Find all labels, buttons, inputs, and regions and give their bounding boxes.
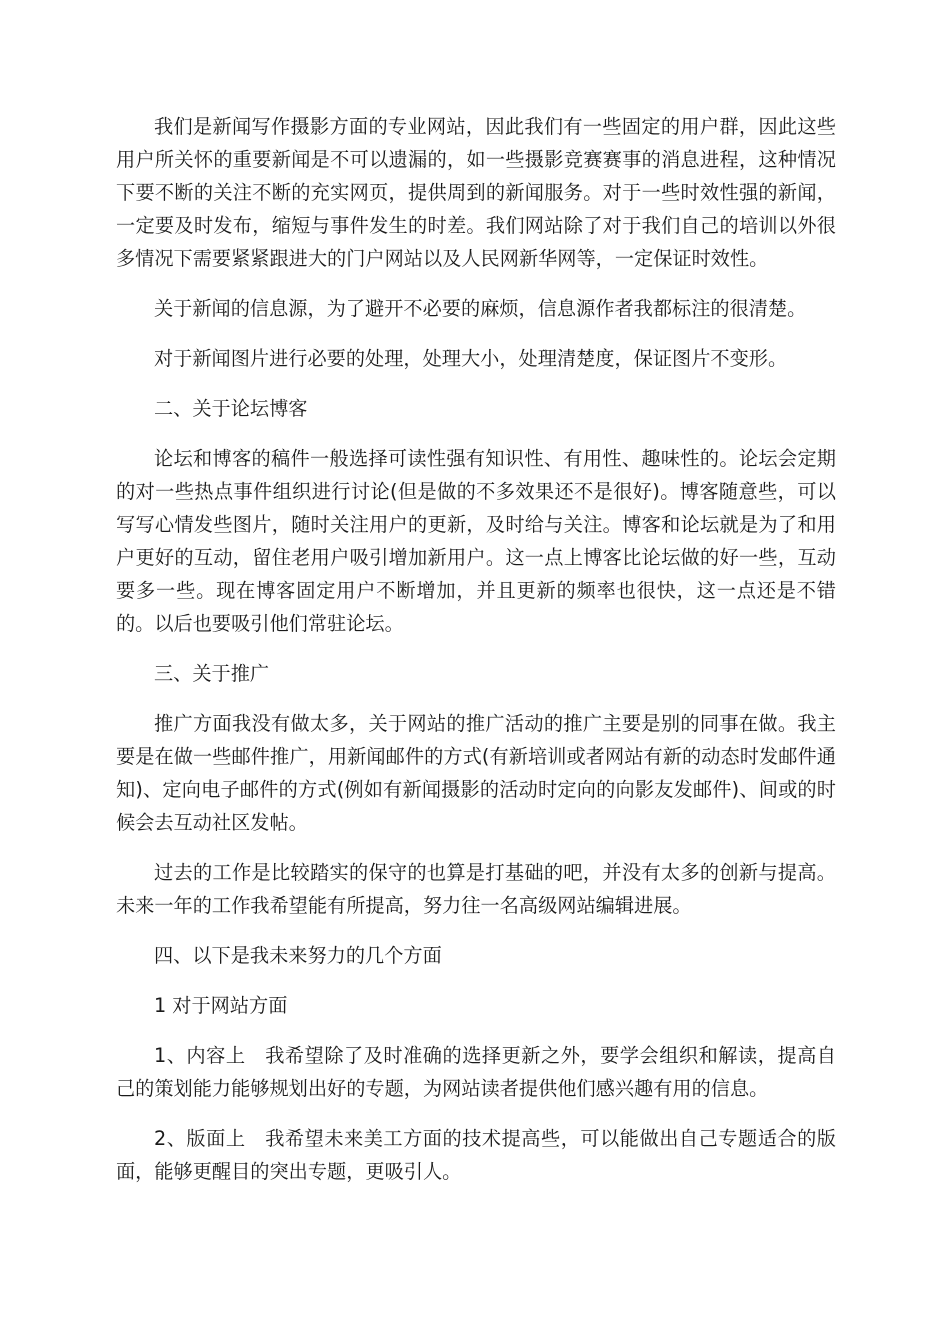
subheading-website: 1 对于网站方面: [154, 994, 288, 1017]
paragraph-forum-blog: 论坛和博客的稿件一般选择可读性强有知识性、有用性、趣味性的。论坛会定期的对一些热点事件组织进行讨论(但是做的不多效果还不是很好)。博客随意些，可以写写心情发些图片，随时关注用户的更新，及时给与关注。博客和论坛就是为了和用户更好的互动，留住老用户吸引增加新用户。这一点上博客比论坛做的好一些，互动要多一些。现在博客固定用户不断增加，并且更新的频率也很快，这一点还是不错的。以后也要吸引他们常驻论坛。: [116, 447, 836, 635]
paragraph-news-images: 对于新闻图片进行必要的处理，处理大小，处理清楚度，保证图片不变形。: [154, 347, 788, 370]
section-heading-forum-blog: 二、关于论坛博客: [154, 397, 308, 420]
section-heading-future-efforts: 四、以下是我未来努力的几个方面: [154, 944, 442, 967]
paragraph-layout-plan: 2、版面上 我希望未来美工方面的技术提高些，可以能做出自己专题适合的版面，能够更醒目的突出专题，更吸引人。: [116, 1127, 836, 1183]
paragraph-content-plan: 1、内容上 我希望除了及时准确的选择更新之外，要学会组织和解读，提高自己的策划能力能够规划出好的专题，为网站读者提供他们感兴趣有用的信息。: [116, 1044, 836, 1100]
paragraph-summary: 过去的工作是比较踏实的保守的也算是打基础的吧，并没有太多的创新与提高。未来一年的工作我希望能有所提高，努力往一名高级网站编辑进展。: [116, 861, 836, 917]
paragraph-promotion: 推广方面我没有做太多，关于网站的推广活动的推广主要是别的同事在做。我主要是在做一些邮件推广，用新闻邮件的方式(有新培训或者网站有新的动态时发邮件通知)、定向电子邮件的方式(例如有新闻摄影的活动时定向的向影友发邮件)、间或的时候会去互动社区发帖。: [116, 712, 836, 834]
paragraph-news-timeliness: 我们是新闻写作摄影方面的专业网站，因此我们有一些固定的用户群，因此这些用户所关怀的重要新闻是不可以遗漏的，如一些摄影竞赛赛事的消息进程，这种情况下要不断的关注不断的充实网页，提供周到的新闻服务。对于一些时效性强的新闻，一定要及时发布，缩短与事件发生的时差。我们网站除了对于我们自己的培训以外很多情况下需要紧紧跟进大的门户网站以及人民网新华网等，一定保证时效性。: [116, 115, 836, 270]
section-heading-promotion: 三、关于推广: [154, 662, 270, 685]
document-body: [116, 110, 836, 1205]
paragraph-news-sources: 关于新闻的信息源，为了避开不必要的麻烦，信息源作者我都标注的很清楚。: [154, 297, 807, 320]
